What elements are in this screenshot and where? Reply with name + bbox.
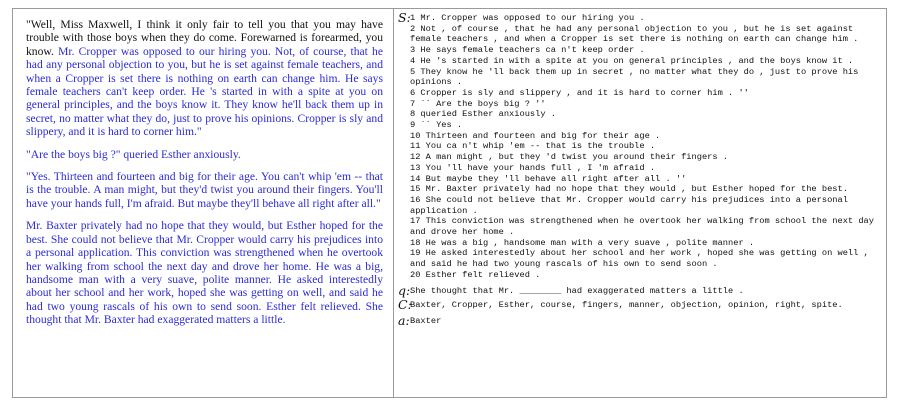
story-line: 20 Esther felt relieved . bbox=[410, 269, 541, 280]
story-line: 13 You 'll have your hands full , I 'm afraid . bbox=[410, 162, 656, 173]
story-line: 14 But maybe they 'll behave all right after all . '' bbox=[410, 173, 687, 184]
story-line: 19 He asked interestedly about her school and her work , hoped she was getting on well , and said he had two young rascals of his own to send soon . bbox=[410, 248, 869, 270]
story-line: 9 `` Yes . bbox=[410, 120, 463, 131]
story-line: 18 He was a big , handsome man with a very suave , polite manner . bbox=[410, 237, 755, 248]
story-label: S: bbox=[398, 10, 411, 25]
passage-p1-context: "Well, Miss Maxwell, I think it only fair to tell you that you may have trouble with those boys when they do come. Forewarned is forearmed, you know. bbox=[26, 18, 383, 58]
story-line: 17 This conviction was strengthened when he overtook her walking from school the next day and drove her home . bbox=[410, 216, 874, 238]
story-line: 11 You ca n't whip 'em -- that is the trouble . bbox=[410, 141, 656, 152]
story-line: 16 She could not believe that Mr. Cropper would carry his prejudices into a personal application . bbox=[410, 194, 848, 216]
story-line: 6 Cropper is sly and slippery , and it is hard to corner him . '' bbox=[410, 87, 749, 98]
story-line: 15 Mr. Baxter privately had no hope that they would , but Esther hoped for the best. bbox=[410, 184, 848, 195]
story-line: 1 Mr. Cropper was opposed to our hiring you . bbox=[410, 13, 645, 23]
answer-text: Baxter bbox=[410, 315, 442, 326]
story-line: 7 `` Are the boys big ? '' bbox=[410, 98, 546, 109]
story-list bbox=[410, 13, 880, 281]
passage-paragraph-2: "Are the boys big ?" queried Esther anxiously. bbox=[26, 147, 241, 161]
candidates-block bbox=[398, 297, 880, 313]
story-line: 3 He says female teachers ca n't keep order . bbox=[410, 45, 645, 56]
passage-p1-highlight: Mr. Cropper was opposed to our hiring you. Not, of course, that he had any personal objection to you, but he is set against female teachers, and when a Cropper is set there is nothing on earth can change him. He says female teachers can't keep order. He 's started in with a spite at you on general principles, and the boys know it. They know he'll back them up in secret, no matter what they do, just to prove his opinions. Cropper is sly and slippery, and it is hard to corner him." bbox=[26, 44, 383, 139]
passage-paragraph-3: "Yes. Thirteen and fourteen and big for their age. You can't whip 'em -- that is the trouble. A man might, but they'd twist you around their fingers. You'll have your hands full, I'm afraid. But maybe they'll behave all right after all." bbox=[26, 170, 383, 210]
query-label: q: bbox=[398, 282, 411, 298]
passage-paragraph-1 bbox=[26, 18, 383, 139]
passage-paragraph-4: Mr. Baxter privately had no hope that they would, but Esther hoped for the best. She could not believe that Mr. Cropper would carry his prejudices into a personal application. This conviction was strengthened when he overtook her walking from school the next day and drove her home. He was a big, handsome man with a very suave, polite manner. He asked interestedly about her school and her work, hoped she was getting on well, and said he had two young rascals of his own to send soon. Esther felt relieved. She thought that Mr. Baxter had exaggerated matters a little. bbox=[26, 219, 383, 327]
query-text: She thought that Mr. ________ had exaggerated matters a little . bbox=[410, 285, 744, 296]
answer-label: a: bbox=[398, 312, 410, 328]
story-line: 4 He 's started in with a spite at you on general principles , and the boys know it . bbox=[410, 55, 854, 66]
story-line: 10 Thirteen and fourteen and big for their age . bbox=[410, 130, 661, 141]
story-block bbox=[398, 10, 880, 281]
story-line: 5 They know he 'll back them up in secret , no matter what they do , just to prove his opinions . bbox=[410, 66, 859, 88]
figure-frame bbox=[12, 8, 887, 398]
passage-panel bbox=[13, 9, 394, 397]
query-block bbox=[398, 282, 880, 298]
story-line: 12 A man might , but they 'd twist you around their fingers . bbox=[410, 152, 729, 163]
story-line: 2 Not , of course , that he had any personal objection to you , but he is set against female teachers , and when a Cropper is set there is nothing on earth can change him . bbox=[410, 23, 859, 45]
example-panel bbox=[394, 9, 886, 397]
candidates-label: C: bbox=[398, 297, 412, 313]
candidates-text: Baxter, Cropper, Esther, course, fingers, manner, objection, opinion, right, spite. bbox=[410, 300, 843, 311]
story-line: 8 queried Esther anxiously . bbox=[410, 109, 556, 120]
answer-block bbox=[398, 312, 880, 328]
